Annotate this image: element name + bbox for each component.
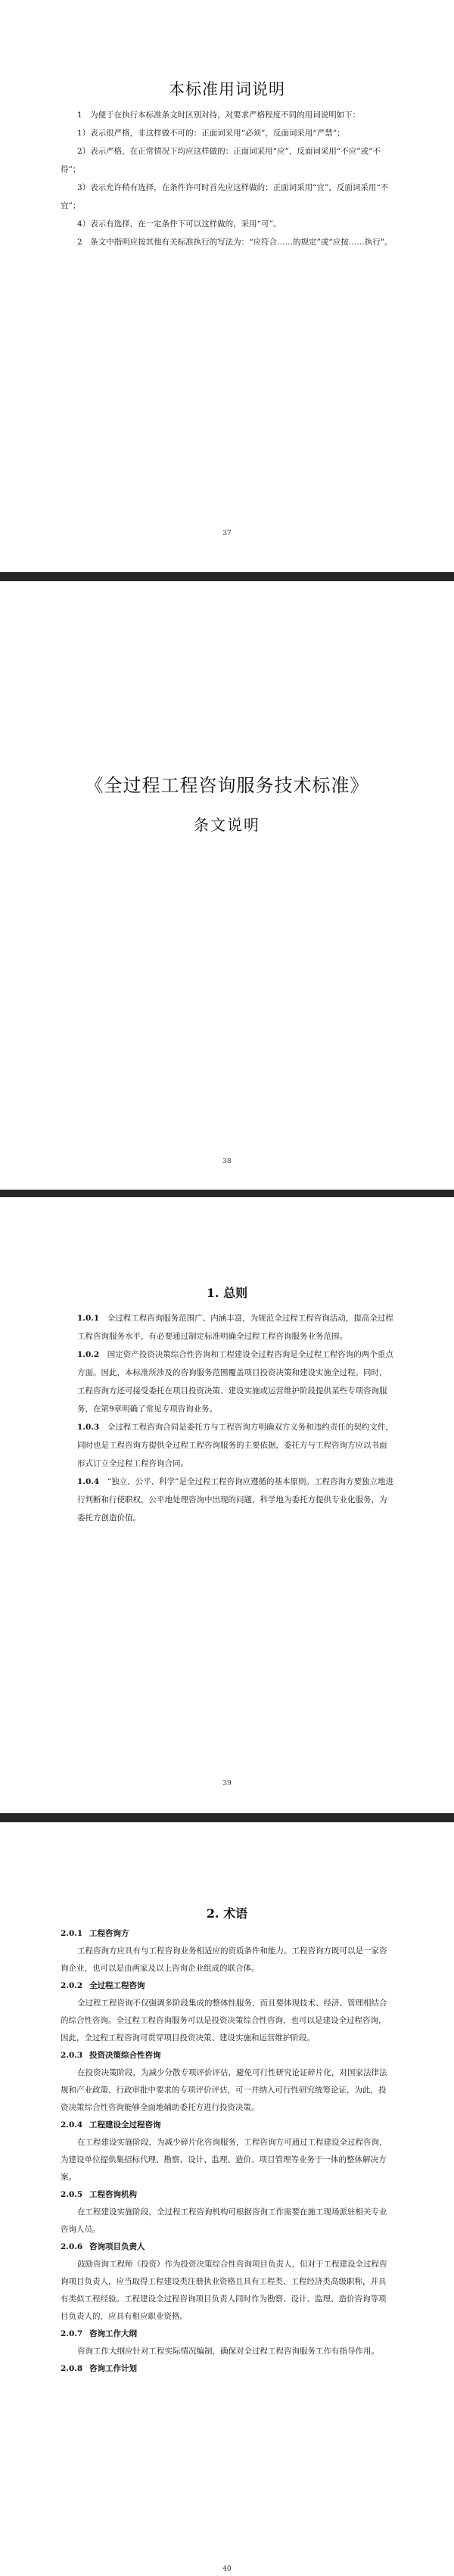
chapter-title: 1. 总则 xyxy=(206,1286,248,1300)
note-item: 1 为便于在执行本标准条文时区别对待，对要求严格程度不同的用词说明如下： xyxy=(77,110,361,120)
page-number: 39 xyxy=(222,1780,232,1787)
clause-text: 全过程工程咨询合同是委托方与工程咨询方明确双方义务和违约责任的契约文件，同时也是工程咨询方提供全过程工程咨询服务的主要依据，委托方与工程咨询方应以书面形式订立全过程工程咨询合同。 xyxy=(77,1423,393,1468)
term-text: 在工程建设实施阶段，全过程工程咨询机构可根据咨询工作需要在施工现场派驻相关专业咨询人员。 xyxy=(61,2207,387,2234)
note-item: 4）表示有选择，在一定条件下可以这样做的，采用“可”。 xyxy=(77,219,281,229)
term-text: 在工程建设实施阶段，为减少碎片化咨询服务，工程咨询方可通过工程建设全过程咨询，为建设单位提供集招标代理、勘察、设计、监理、造价、项目管理等业务于一体的整体解决方案。 xyxy=(61,2138,387,2182)
term-text: 鼓励咨询工程师（投资）作为投资决策综合性咨询项目负责人，但对于工程建设全过程咨询项目负责人，应当取得工程建设类注册执业资格且具有工程类、工程经济类高级职称，并具有类似工程经验。工程建设全过程咨询项目负责人同时作为勘察、设计、监理、造价咨询等项目负责人的，应具有相应职业资格。 xyxy=(61,2260,387,2321)
clause xyxy=(61,1473,393,1527)
term xyxy=(61,2186,393,2238)
term xyxy=(61,2117,393,2186)
terms xyxy=(61,1925,393,2378)
term-number: 2.0.6 xyxy=(61,2242,83,2251)
term-text: 全过程工程咨询不仅强调多阶段集成的整体性服务，而且要体现技术、经济、管理相结合的综合性咨询。全过程工程咨询服务可以是投资决策综合性咨询，也可以是建设全过程咨询，因此，全过程工程咨询可贯穿项目投资决策、建设实施和运营维护阶段。 xyxy=(61,1999,387,2042)
page-37 xyxy=(0,0,454,572)
note-item: 1）表示很严格，非这样做不可的：正面词采用“必须”，反面词采用“严禁”； xyxy=(77,129,345,138)
clause xyxy=(61,1346,393,1418)
usage-notes xyxy=(61,106,393,251)
page-number: 40 xyxy=(222,2565,232,2573)
term-number: 2.0.1 xyxy=(61,1929,83,1938)
page-38 xyxy=(0,581,454,1190)
term-number: 2.0.3 xyxy=(61,2051,83,2060)
clause-number: 1.0.1 xyxy=(77,1314,100,1323)
page-39 xyxy=(0,1197,454,1813)
page-number: 37 xyxy=(222,530,232,537)
page-40 xyxy=(0,1822,454,2576)
term-title: 工程建设全过程咨询 xyxy=(89,2120,161,2130)
term-title: 工程咨询机构 xyxy=(89,2190,137,2199)
term-number: 2.0.8 xyxy=(61,2364,83,2373)
clause-number: 1.0.2 xyxy=(77,1350,100,1359)
term-text: 在投资决策阶段，为减少分散专项评价评估，避免可行性研究论证碎片化，对国家法律法规和产业政策、行政审批中要求的专项评价评估，可一并纳入可行性研究统筹论证，为此，投资决策综合性咨询能够全面地辅助委托方进行投资决策。 xyxy=(61,2068,387,2112)
page-title: 本标准用词说明 xyxy=(169,80,285,98)
term-title: 全过程工程咨询 xyxy=(89,1981,145,1990)
note-item: 2 条文中指明应按其他有关标准执行的写法为：“应符合……的规定”或“应按……执行”。 xyxy=(77,238,393,247)
document-subtitle: 条文说明 xyxy=(194,816,260,834)
term-text: 工程咨询方应具有与工程咨询业务相适应的资质条件和能力。工程咨询方既可以是一家咨询企业，也可以是由两家及以上咨询企业组成的联合体。 xyxy=(61,1946,387,1973)
term-number: 2.0.2 xyxy=(61,1981,83,1990)
page-separator xyxy=(0,572,454,581)
term xyxy=(61,2360,393,2378)
term-title: 工程咨询方 xyxy=(89,1929,129,1938)
clause-text: 全过程工程咨询服务范围广、内涵丰富，为规范全过程工程咨询活动，提高全过程工程咨询服务水平，有必要通过制定标准明确全过程工程咨询服务业务范围。 xyxy=(77,1314,393,1341)
chapter-title: 2. 术语 xyxy=(206,1906,248,1921)
term-number: 2.0.7 xyxy=(61,2329,83,2338)
term-text: 咨询工作大纲应针对工程实际情况编制，确保对全过程工程咨询服务工作有指导作用。 xyxy=(77,2347,379,2356)
note-item: 3）表示允许稍有选择，在条件许可时首先应这样做的：正面词采用“宜”，反面词采用“不宜”； xyxy=(61,183,389,210)
page-separator xyxy=(0,1190,454,1197)
note-item: 2）表示严格，在正常情况下均应这样做的：正面词采用“应”，反面词采用“不应”或“不得”； xyxy=(61,147,381,174)
clause-number: 1.0.4 xyxy=(77,1477,100,1486)
clause-number: 1.0.3 xyxy=(77,1423,100,1432)
term-title: 咨询项目负责人 xyxy=(89,2242,145,2251)
term-title: 咨询工作大纲 xyxy=(89,2329,137,2338)
term xyxy=(61,1925,393,1977)
clause-text: “独立、公平、科学”是全过程工程咨询应遵循的基本原则。工程咨询方要独立地进行判断和行使职权，公平地处理咨询中出现的问题，科学地为委托方提供专业化服务，为委托方创造价值。 xyxy=(77,1477,393,1523)
term xyxy=(61,1977,393,2047)
clauses xyxy=(61,1309,393,1527)
document-title: 《全过程工程咨询服务技术标准》 xyxy=(85,775,369,796)
term xyxy=(61,2326,393,2360)
clause xyxy=(61,1309,393,1346)
term xyxy=(61,2047,393,2117)
term xyxy=(61,2238,393,2326)
term-title: 投资决策综合性咨询 xyxy=(89,2051,161,2060)
page-number: 38 xyxy=(222,1158,232,1165)
page-separator xyxy=(0,1813,454,1822)
clause-text: 国定资产投资决策综合性咨询和工程建设全过程咨询是全过程工程咨询的两个重点方面。因此，本标准所涉及的咨询服务范围覆盖项目投资决策和建设实施全过程。同时，工程咨询方还可接受委托在项目投资决策、建设实施或运营维护阶段提供某些专项咨询服务，在第9章明确了常见专项咨询业务。 xyxy=(77,1350,393,1414)
clause xyxy=(61,1418,393,1473)
term-number: 2.0.4 xyxy=(61,2120,83,2130)
term-title: 咨询工作计划 xyxy=(89,2364,137,2373)
term-number: 2.0.5 xyxy=(61,2190,83,2199)
